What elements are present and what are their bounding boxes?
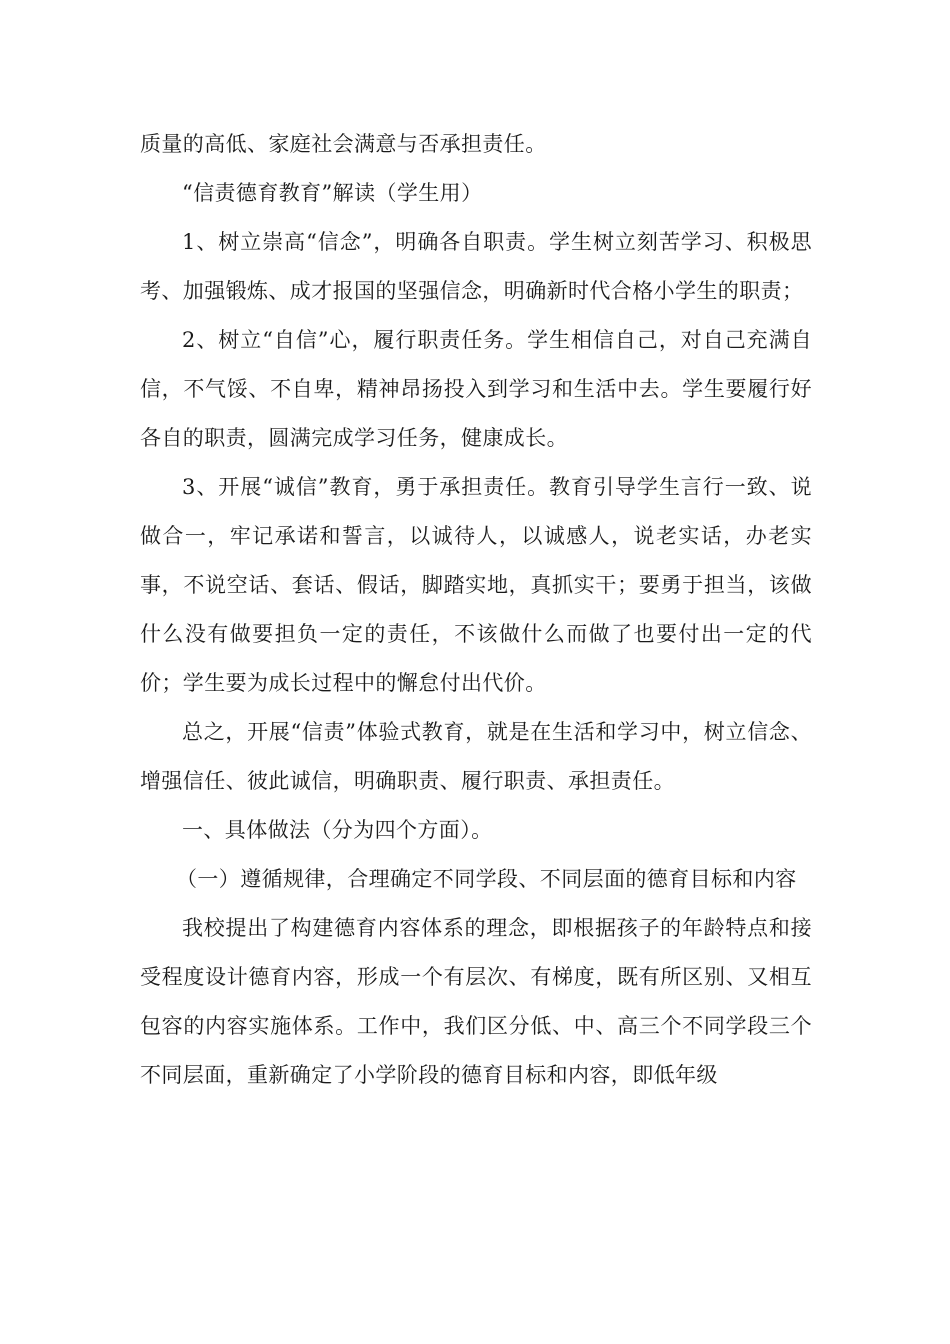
section-title: “信责德育教育”解读（学生用） <box>182 181 483 205</box>
heading-methods: 一、具体做法（分为四个方面）。 <box>182 818 493 842</box>
document-page <box>140 120 812 1100</box>
paragraph-item-1: 1、树立崇高“信念”，明确各自职责。学生树立刻苦学习、积极思考、加强锻炼、成才报国的坚强信念，明确新时代合格小学生的职责； <box>140 230 812 303</box>
paragraph-body: 我校提出了构建德育内容体系的理念，即根据孩子的年龄特点和接受程度设计德育内容，形成一个有层次、有梯度，既有所区别、又相互包容的内容实施体系。工作中，我们区分低、中、高三个不同学段三个不同层面，重新确定了小学阶段的德育目标和内容，即低年级 <box>140 916 812 1087</box>
paragraph-item-2: 2、树立“自信”心，履行职责任务。学生相信自己，对自己充满自信，不气馁、不自卑，精神昂扬投入到学习和生活中去。学生要履行好各自的职责，圆满完成学习任务，健康成长。 <box>140 328 812 450</box>
paragraph-summary: 总之，开展“信责”体验式教育，就是在生活和学习中，树立信念、增强信任、彼此诚信，明确职责、履行职责、承担责任。 <box>140 720 812 793</box>
paragraph-continuation: 质量的高低、家庭社会满意与否承担责任。 <box>140 132 547 156</box>
paragraph-item-3: 3、开展“诚信”教育，勇于承担责任。教育引导学生言行一致、说做合一，牢记承诺和誓言，以诚待人，以诚感人，说老实话，办老实事，不说空话、套话、假话，脚踏实地，真抓实干；要勇于担当，该做什么没有做要担负一定的责任，不该做什么而做了也要付出一定的代价；学生要为成长过程中的懈怠付出代价。 <box>140 475 812 695</box>
subheading-one: （一）遵循规律，合理确定不同学段、不同层面的德育目标和内容 <box>176 867 797 891</box>
